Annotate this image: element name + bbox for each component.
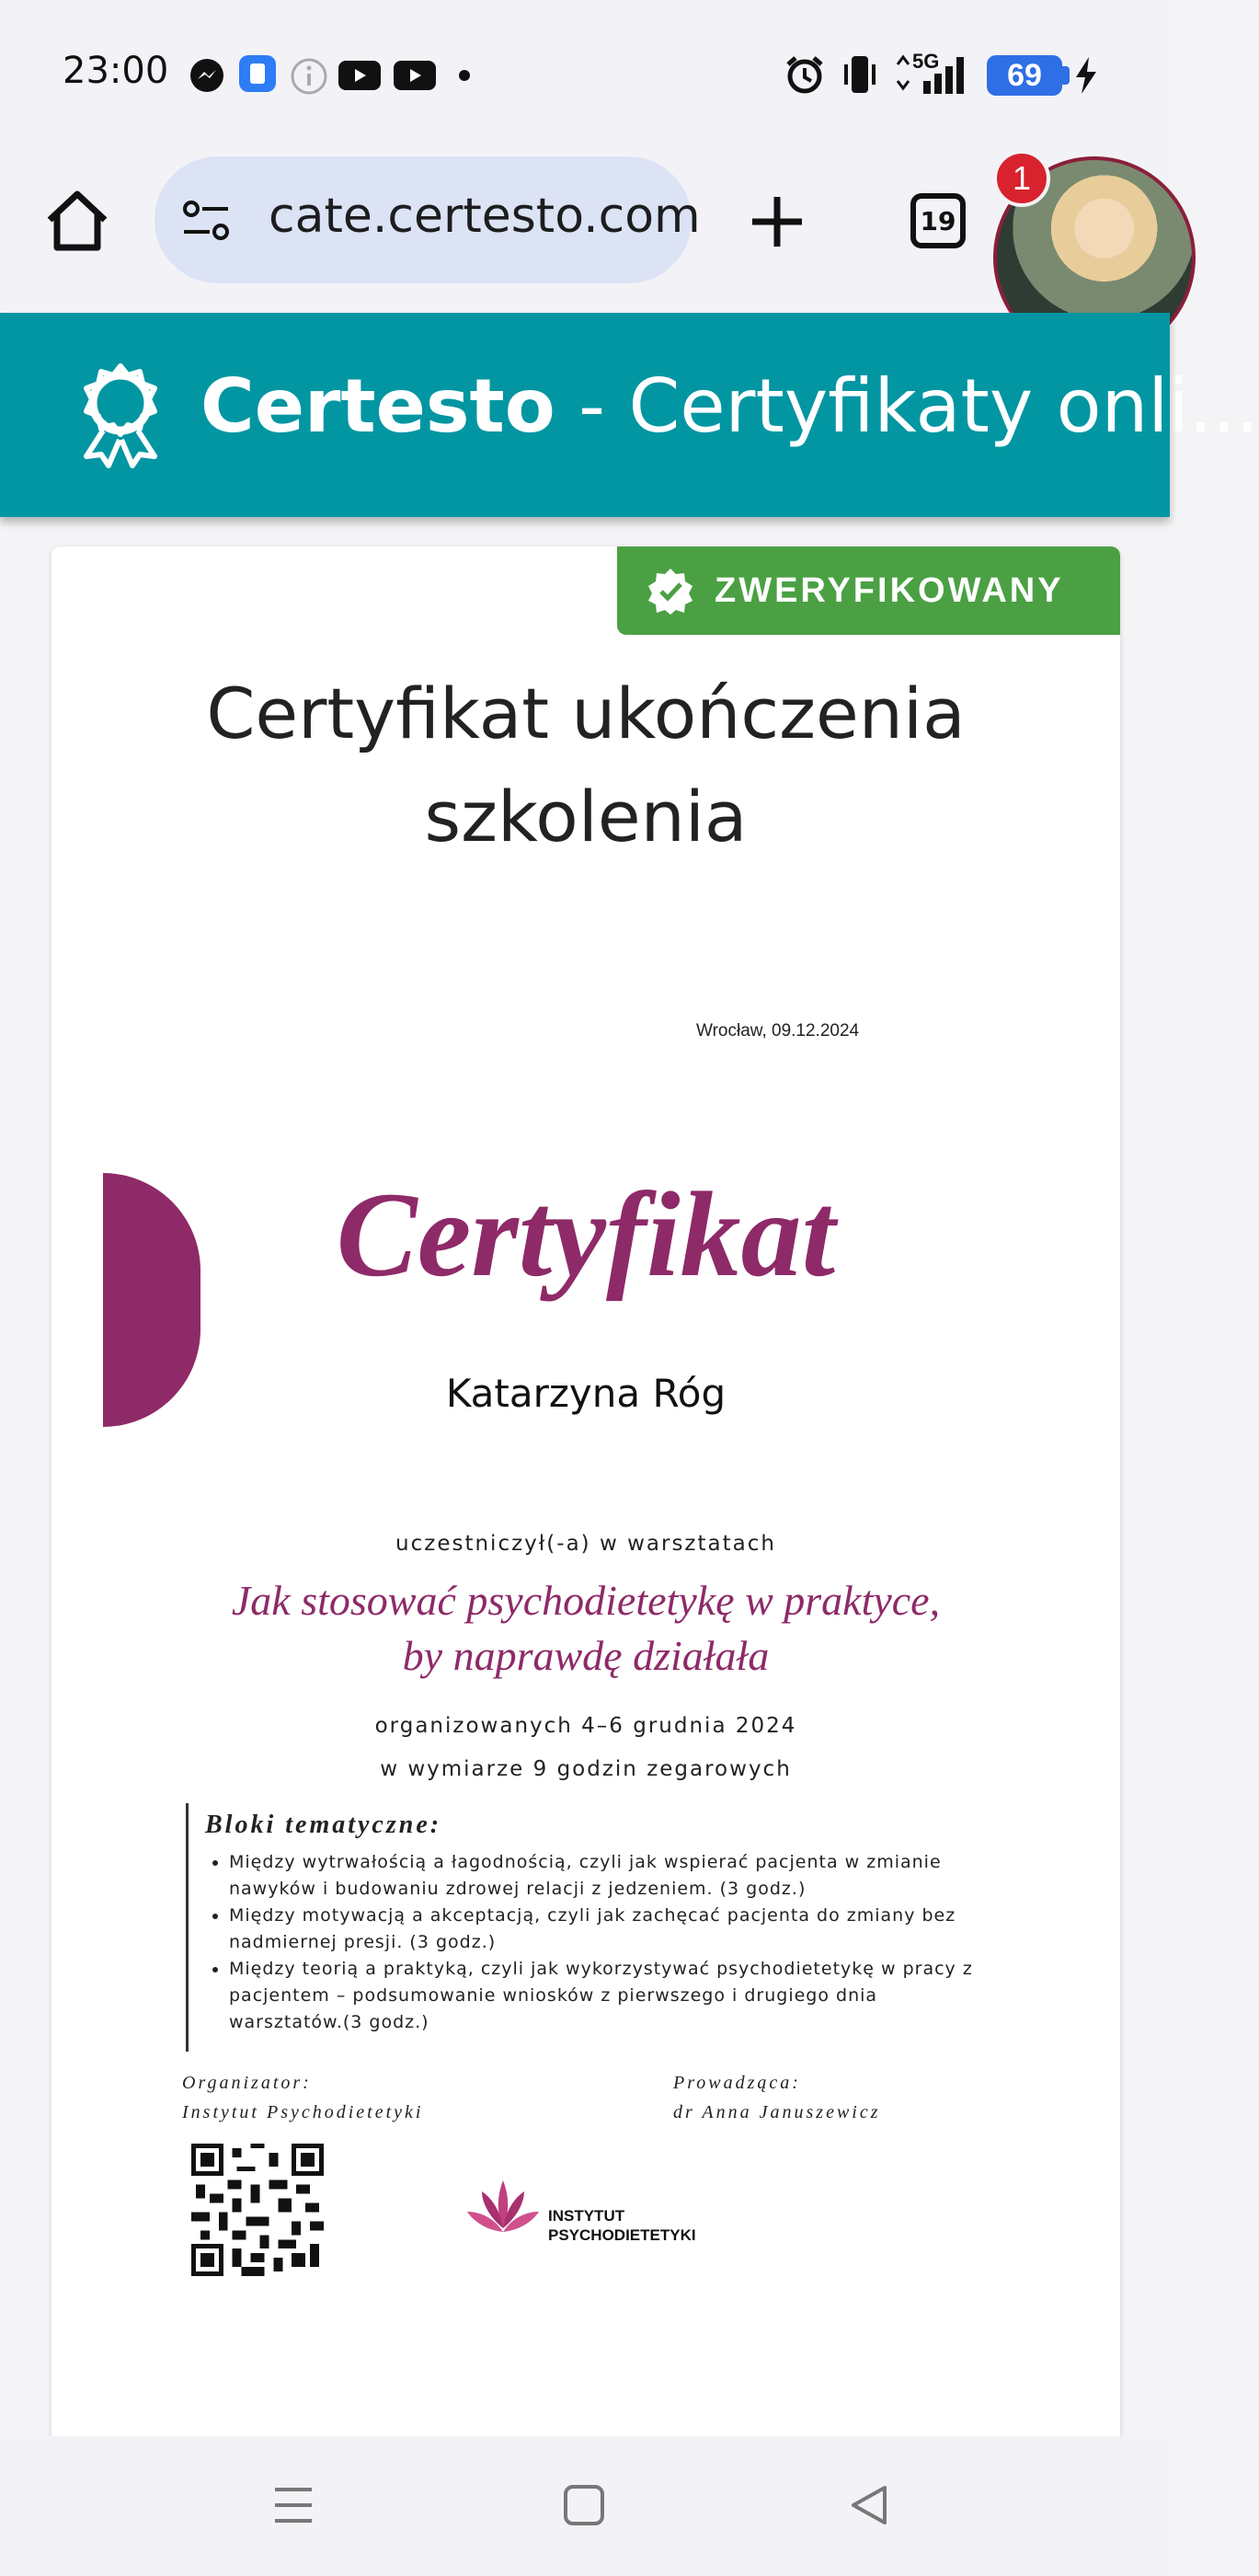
battery-icon	[987, 55, 1062, 96]
info-icon	[290, 57, 328, 96]
menu-icon[interactable]	[272, 2484, 315, 2526]
organizer-value: Instytut Psychodietetyki	[182, 2102, 424, 2122]
verified-check-icon	[647, 567, 694, 615]
verified-badge	[617, 546, 1120, 635]
youtube-icon	[338, 61, 381, 90]
page-title	[52, 662, 1120, 868]
page-title-line2: szkolenia	[424, 776, 748, 857]
new-tab-icon[interactable]	[749, 193, 806, 250]
logo-line2: PSYCHODIETETYKI	[548, 2226, 696, 2244]
lead-value: dr Anna Januszewicz	[673, 2102, 881, 2122]
back-icon[interactable]	[848, 2484, 890, 2526]
battery-level: 69	[1007, 57, 1042, 93]
workshop-title	[103, 1573, 1069, 1684]
organizer-block	[182, 2068, 423, 2127]
certificate-place-date: Wrocław, 09.12.2024	[696, 1021, 860, 1041]
alarm-icon	[784, 53, 826, 96]
messenger-icon	[189, 57, 225, 94]
app-icon	[237, 53, 278, 94]
organized-line: organizowanych 4–6 grudnia 2024	[374, 1714, 797, 1738]
lead-label: Prowadząca:	[673, 2073, 801, 2093]
topic-list	[205, 1849, 977, 2036]
recipient-name: Katarzyna Róg	[445, 1371, 727, 1416]
home-button-icon[interactable]	[563, 2484, 605, 2526]
participated-line: uczestniczył(-a) w warsztatach	[395, 1532, 776, 1556]
battery-tip	[1062, 66, 1070, 85]
list-item: • Między teorią a praktyką, czyli jak wykorzystywać psychodietetykę w pracy z pacjentem – podsumowanie wniosków z pierwszego i drugiego dnia warsztatów.(3 godz.)	[229, 1956, 977, 2036]
certificate-ribbon-icon[interactable]	[66, 359, 175, 467]
home-icon[interactable]	[44, 189, 110, 253]
lead-block	[673, 2068, 881, 2127]
notification-badge: 1	[993, 150, 1050, 207]
certificate-image	[103, 994, 1069, 2392]
site-settings-icon[interactable]	[180, 198, 232, 244]
logo-line1: INSTYTUT	[548, 2207, 625, 2225]
certificate-big-title: Certyfikat	[336, 1167, 836, 1302]
vibrate-icon	[840, 53, 880, 96]
tab-switcher-button[interactable]: 19	[910, 193, 966, 248]
youtube-icon	[394, 61, 436, 90]
charging-icon	[1072, 55, 1100, 96]
workshop-title-line2: by naprawdę działała	[402, 1632, 770, 1679]
institute-logo-text	[548, 2206, 696, 2245]
topic-blocks-title: Bloki tematyczne:	[205, 1811, 442, 1839]
hours-line: w wymiarze 9 godzin zegarowych	[380, 1757, 792, 1781]
verified-label: ZWERYFIKOWANY	[715, 570, 1064, 610]
network-type: 5G	[912, 50, 940, 73]
organizer-label: Organizator:	[182, 2073, 312, 2093]
status-bar	[0, 0, 1170, 152]
list-item: • Między motywacją a akceptacją, czyli jak zachęcać pacjenta do zmiany bez nadmiernej presji. (3 godz.)	[229, 1903, 977, 1956]
list-item: • Między wytrwałością a łagodnością, czyli jak wspierać pacjenta w zmianie nawyków i budowaniu zdrowej relacji z jedzeniem. (3 godz.)	[229, 1849, 977, 1903]
dot-icon	[458, 69, 471, 82]
topic-blocks	[186, 1803, 977, 2052]
site-title-rest: - Certyfikaty onli...	[555, 363, 1259, 449]
site-title[interactable]	[200, 363, 1259, 449]
clock: 23:00	[63, 50, 169, 92]
signal-icon	[892, 53, 975, 96]
page-title-line1: Certyfikat ukończenia	[206, 673, 966, 754]
url-text[interactable]: cate.certesto.com	[269, 189, 701, 244]
workshop-title-line1: Jak stosować psychodietetykę w praktyce,	[231, 1577, 941, 1624]
qr-code-icon	[191, 2144, 324, 2276]
site-brand: Certesto	[200, 363, 555, 449]
